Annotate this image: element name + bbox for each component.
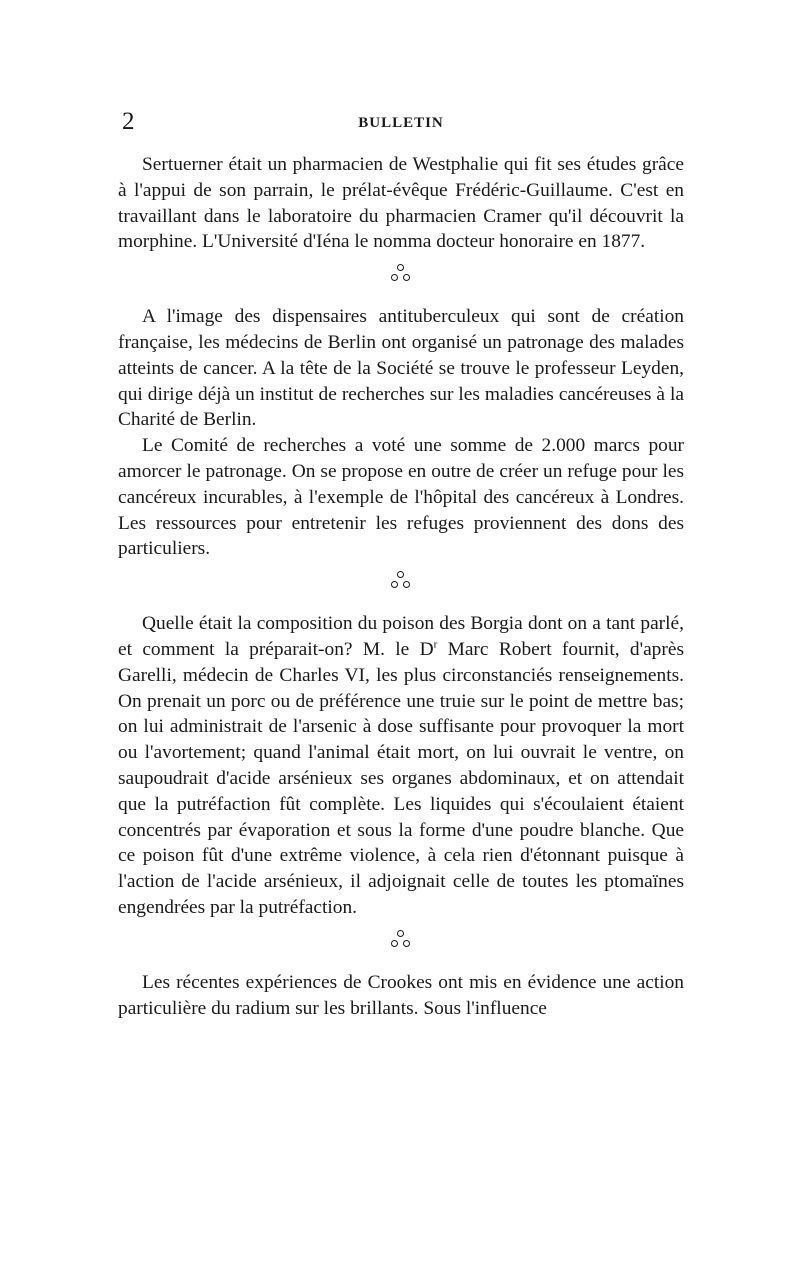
paragraph-borgia-start: Quelle était la composition du poison des Borgia dont on a tant parlé, et comment la préparait-on? M. le D (118, 613, 684, 660)
asterism-icon (391, 930, 411, 952)
page-number: 2 (122, 108, 135, 135)
running-title: BULLETIN (358, 115, 444, 131)
doctor-abbrev-superscript: r (433, 638, 438, 651)
asterism-icon (391, 264, 411, 286)
section-separator (118, 562, 684, 611)
section-separator (118, 921, 684, 970)
paragraph-borgia-rest: Marc Robert fournit, d'après Garelli, médecin de Charles VI, les plus circonstanciés renseignements. On prenait un porc ou de préférence une truie sur le point de mettre bas; on lui administrait de l'arsenic à dose suffisante pour provoquer la mort ou l'avortement; quand l'animal était mort, on lui ouvrait le ventre, on saupoudrait d'acide arsénieux ses organes abdominaux, et on attendait que la putréfaction fût complète. Les liquides qui s'écoulaient étaient concentrés par évaporation et sous la forme d'une poudre blanche. Que ce poison fût d'une extrême violence, à cela rien d'étonnant puisque à l'action de l'acide arsénieux, il adjoignait celle de toutes les ptomaïnes engendrées par la putréfaction. (118, 638, 684, 918)
paragraph-comite: Le Comité de recherches a voté une somme de 2.000 marcs pour amorcer le patronage. On se propose en outre de créer un refuge pour les cancéreux incurables, à l'exemple de l'hôpital des cancéreux à Londres. Les ressources pour entretenir les refuges proviennent des dons des particuliers. (118, 435, 684, 560)
body-text (118, 152, 684, 1021)
section-separator (118, 255, 684, 304)
asterism-icon (391, 571, 411, 593)
paragraph-crookes: Les récentes expériences de Crookes ont mis en évidence une action particulière du radium sur les brillants. Sous l'influence (118, 971, 684, 1019)
paragraph-sertuerner: Sertuerner était un pharmacien de Westphalie qui fit ses études grâce à l'appui de son parrain, le prélat-évêque Frédéric-Guillaume. C'est en travaillant dans le laboratoire du pharmacien Cramer qu'il découvrit la morphine. L'Université d'Iéna le nomma docteur honoraire en 1877. (118, 154, 684, 253)
paragraph-dispensaires: A l'image des dispensaires antituberculeux qui sont de création française, les médecins de Berlin ont organisé un patronage des malades atteints de cancer. A la tête de la Société se trouve le professeur Leyden, qui dirige déjà un institut de recherches sur les maladies cancéreuses à la Charité de Berlin. (118, 306, 684, 431)
page-header (118, 108, 684, 138)
paragraph-borgia (118, 611, 684, 921)
